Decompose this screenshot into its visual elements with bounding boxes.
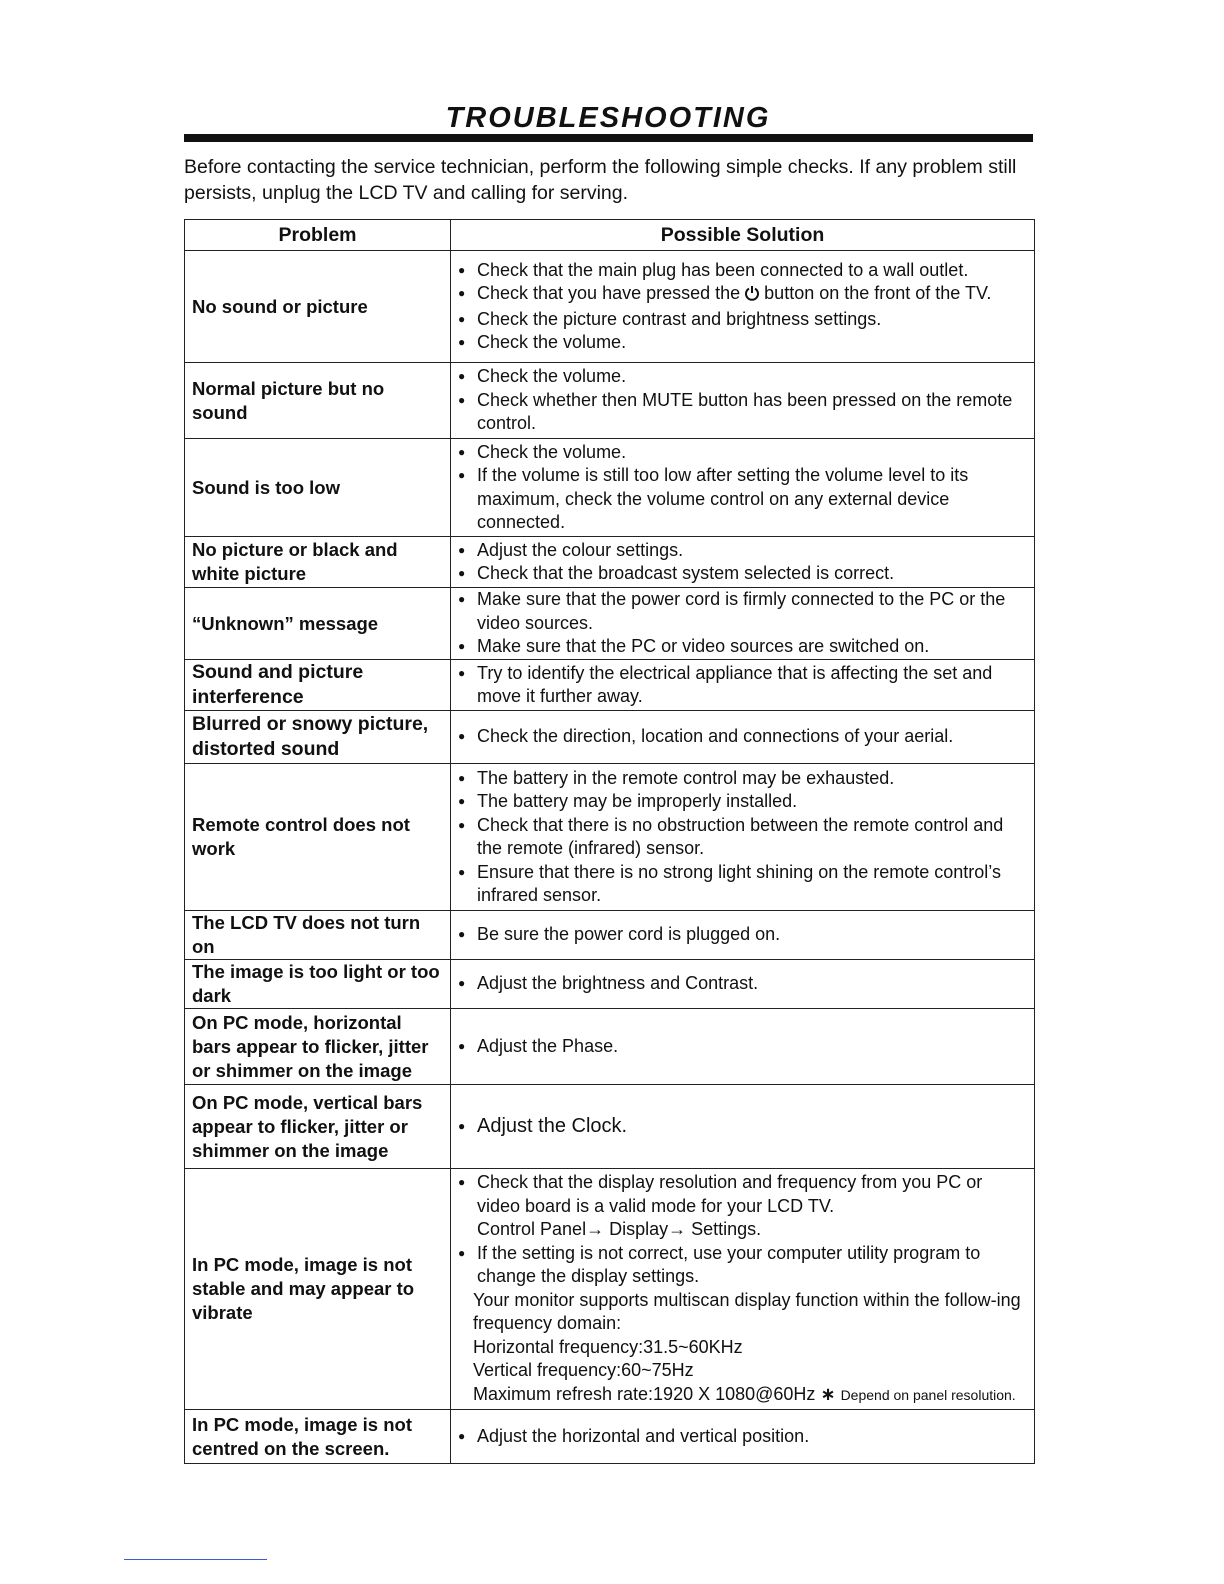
header-possible-solution: Possible Solution	[451, 220, 1035, 251]
problem-cell: Sound and picture interference	[185, 660, 451, 711]
solution-cell	[451, 537, 1035, 588]
solution-note: Maximum refresh rate:1920 X 1080@60Hz ∗ Depend on panel resolution.	[473, 1383, 1016, 1404]
solution-item: ● The battery in the remote control may be exhausted.	[458, 767, 1027, 791]
solution-note: Horizontal frequency:31.5~60KHz	[473, 1336, 743, 1357]
title-underline-divider	[184, 134, 1033, 142]
solution-item: ● The battery may be improperly installed.	[458, 790, 1027, 814]
solution-item: ● Check that there is no obstruction between the remote control and the remote (infrared) sensor.	[458, 814, 1027, 861]
solution-item: ● Check the volume.	[458, 441, 1027, 465]
table-row	[185, 764, 1035, 911]
table-row	[185, 660, 1035, 711]
solution-cell	[451, 911, 1035, 960]
solution-cell	[451, 1410, 1035, 1464]
solution-item: ● Check that you have pressed the button on the front of the TV.	[458, 282, 1027, 308]
solution-item: ● Adjust the colour settings.	[458, 539, 1027, 563]
solution-note: Your monitor supports multiscan display function within the follow-ing frequency domain:	[473, 1289, 1021, 1333]
solution-item: ● Make sure that the PC or video sources are switched on.	[458, 635, 1027, 659]
problem-cell: The image is too light or too dark	[185, 960, 451, 1009]
problem-cell: No picture or black and white picture	[185, 537, 451, 588]
solution-item: ● Be sure the power cord is plugged on.	[458, 923, 1027, 947]
solution-cell	[451, 960, 1035, 1009]
solution-cell	[451, 588, 1035, 660]
table-row	[185, 1169, 1035, 1410]
table-row	[185, 537, 1035, 588]
table-header-row	[185, 220, 1035, 251]
table-row	[185, 911, 1035, 960]
solution-item: ● Check whether then MUTE button has been pressed on the remote control.	[458, 389, 1027, 436]
problem-cell: Normal picture but no sound	[185, 363, 451, 439]
header-problem: Problem	[185, 220, 451, 251]
solution-item: ● Check the volume.	[458, 331, 1027, 355]
power-icon	[744, 284, 760, 308]
table-row	[185, 363, 1035, 439]
solution-item: ● Ensure that there is no strong light shining on the remote control’s infrared sensor.	[458, 861, 1027, 908]
table-row	[185, 1009, 1035, 1085]
solution-cell	[451, 660, 1035, 711]
solution-item: ● Adjust the horizontal and vertical position.	[458, 1425, 1027, 1449]
problem-cell: “Unknown” message	[185, 588, 451, 660]
table-row	[185, 588, 1035, 660]
solution-item: ● If the setting is not correct, use your computer utility program to change the display settings.	[458, 1242, 1027, 1289]
problem-cell: On PC mode, vertical bars appear to flicker, jitter or shimmer on the image	[185, 1085, 451, 1169]
solution-cell	[451, 251, 1035, 363]
table-row	[185, 1085, 1035, 1169]
solution-cell	[451, 1009, 1035, 1085]
table-row	[185, 439, 1035, 537]
footer-link-underline	[124, 1559, 267, 1560]
solution-cell	[451, 711, 1035, 764]
solution-item: ● Adjust the brightness and Contrast.	[458, 972, 1027, 996]
problem-cell: No sound or picture	[185, 251, 451, 363]
solution-cell	[451, 764, 1035, 911]
table-row	[185, 1410, 1035, 1464]
solution-cell	[451, 1085, 1035, 1169]
problem-cell: Sound is too low	[185, 439, 451, 537]
troubleshooting-table	[184, 219, 1035, 1464]
problem-cell: In PC mode, image is not centred on the screen.	[185, 1410, 451, 1464]
problem-cell: Blurred or snowy picture, distorted sound	[185, 711, 451, 764]
solution-item: ● Adjust the Clock.	[458, 1115, 1027, 1139]
asterisk-icon: ∗	[820, 1383, 836, 1404]
solution-item: ● Check the direction, location and connections of your aerial.	[458, 725, 1027, 749]
table-row	[185, 711, 1035, 764]
problem-cell: In PC mode, image is not stable and may appear to vibrate	[185, 1169, 451, 1410]
solution-item: ● Check the volume.	[458, 365, 1027, 389]
solution-item: ● Make sure that the power cord is firmly connected to the PC or the video sources.	[458, 588, 1027, 635]
solution-item: ● Check that the display resolution and frequency from you PC or video board is a valid mode for your LCD TV.	[458, 1171, 1027, 1218]
intro-paragraph: Before contacting the service technician, perform the following simple checks. If any problem still persists, unplug the LCD TV and calling for serving.	[184, 156, 1017, 204]
solution-item: ● Check that the broadcast system selected is correct.	[458, 562, 1027, 586]
page-title: TROUBLESHOOTING	[445, 102, 771, 134]
solution-note: Control Panel→ Display→ Settings.	[477, 1219, 762, 1239]
problem-cell: On PC mode, horizontal bars appear to flicker, jitter or shimmer on the image	[185, 1009, 451, 1085]
solution-item: ● Check that the main plug has been connected to a wall outlet.	[458, 259, 1027, 283]
solution-item: ● Try to identify the electrical appliance that is affecting the set and move it further away.	[458, 662, 1027, 709]
solution-cell	[451, 1169, 1035, 1410]
problem-cell: The LCD TV does not turn on	[185, 911, 451, 960]
solution-cell	[451, 439, 1035, 537]
panel-resolution-note: Depend on panel resolution.	[840, 1386, 1016, 1403]
solution-note: Vertical frequency:60~75Hz	[473, 1360, 694, 1380]
solution-item: ● If the volume is still too low after setting the volume level to its maximum, check the volume control on any external device connected.	[458, 464, 1027, 535]
solution-item: ● Adjust the Phase.	[458, 1035, 1027, 1059]
solution-item: ● Check the picture contrast and brightness settings.	[458, 308, 1027, 332]
solution-cell	[451, 363, 1035, 439]
problem-cell: Remote control does not work	[185, 764, 451, 911]
table-row	[185, 960, 1035, 1009]
table-row	[185, 251, 1035, 363]
